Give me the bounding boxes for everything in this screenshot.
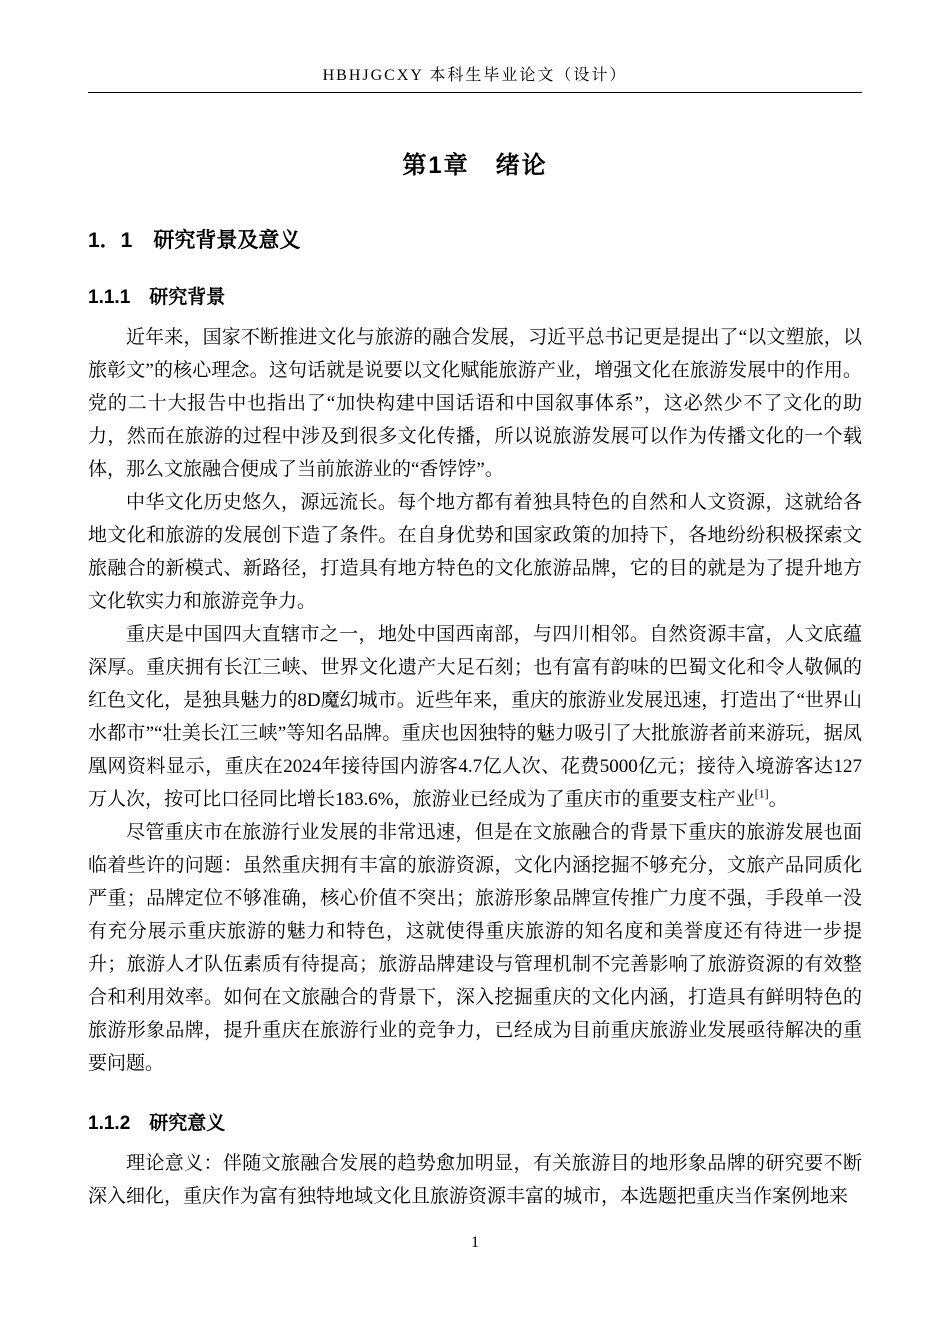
chapter-title: 第1章 绪论 [402, 152, 548, 179]
page-footer [0, 1234, 950, 1252]
paragraph-3 [88, 618, 862, 816]
paragraph-3-period: 。 [768, 789, 788, 810]
document-body [88, 145, 862, 1213]
running-head: HBHJGCXY 本科生毕业论文（设计） [322, 67, 628, 84]
page-number: 1 [471, 1234, 479, 1251]
subsection-heading-1-1-2: 1.1.2 研究意义 [88, 1113, 226, 1134]
subsection-heading-1-1-1: 1.1.1 研究背景 [88, 287, 226, 308]
header-divider [88, 92, 862, 93]
citation-ref-1: [1] [754, 786, 769, 801]
section-heading-1-1: 1．1 研究背景及意义 [88, 229, 301, 252]
paragraph-2: 中华文化历史悠久，源远流长。每个地方都有着独具特色的自然和人文资源，这就给各地文化和旅游的发展创下造了条件。在自身优势和国家政策的加持下，各地纷纷积极探索文旅融合的新模式、新路径，打造具有地方特色的文化旅游品牌，它的目的就是为了提升地方文化软实力和旅游竞争力。 [88, 492, 862, 612]
paragraph-3-text: 重庆是中国四大直辖市之一，地处中国西南部，与四川相邻。自然资源丰富，人文底蕴深厚。重庆拥有长江三峡、世界文化遗产大足石刻；也有富有韵味的巴蜀文化和令人敬佩的红色文化，是独具魅力的8D魔幻城市。近些年来，重庆的旅游业发展迅速，打造出了“世界山水都市”“壮美长江三峡”等知名品牌。重庆也因独特的魅力吸引了大批旅游者前来游玩，据凤凰网资料显示，重庆在2024年接待国内游客4.7亿人次、花费5000亿元；接待入境游客达127万人次，按可比口径同比增长183.6%，旅游业已经成为了重庆市的重要支柱产业 [88, 624, 862, 810]
paragraph-4: 尽管重庆市在旅游行业发展的非常迅速，但是在文旅融合的背景下重庆的旅游发展也面临着些许的问题：虽然重庆拥有丰富的旅游资源，文化内涵挖掘不够充分，文旅产品同质化严重；品牌定位不够准确，核心价值不突出；旅游形象品牌宣传推广力度不强，手段单一没有充分展示重庆旅游的魅力和特色，这就使得重庆旅游的知名度和美誉度还有待进一步提升；旅游人才队伍素质有待提高；旅游品牌建设与管理机制不完善影响了旅游资源的有效整合和利用效率。如何在文旅融合的背景下，深入挖掘重庆的文化内涵，打造具有鲜明特色的旅游形象品牌，提升重庆在旅游行业的竞争力，已经成为目前重庆旅游业发展亟待解决的重要问题。 [88, 822, 862, 1074]
paragraph-5: 理论意义：伴随文旅融合发展的趋势愈加明显，有关旅游目的地形象品牌的研究要不断深入细化，重庆作为富有独特地域文化且旅游资源丰富的城市，本选题把重庆当作案例地来 [88, 1153, 862, 1207]
paragraph-1: 近年来，国家不断推进文化与旅游的融合发展，习近平总书记更是提出了“以文塑旅，以旅彰文”的核心理念。这句话就是说要以文化赋能旅游产业，增强文化在旅游发展中的作用。党的二十大报告中也指出了“加快构建中国话语和中国叙事体系”，这必然少不了文化的助力，然而在旅游的过程中涉及到很多文化传播，所以说旅游发展可以作为传播文化的一个载体，那么文旅融合便成了当前旅游业的“香饽饽”。 [88, 327, 862, 480]
page-header [88, 62, 862, 93]
